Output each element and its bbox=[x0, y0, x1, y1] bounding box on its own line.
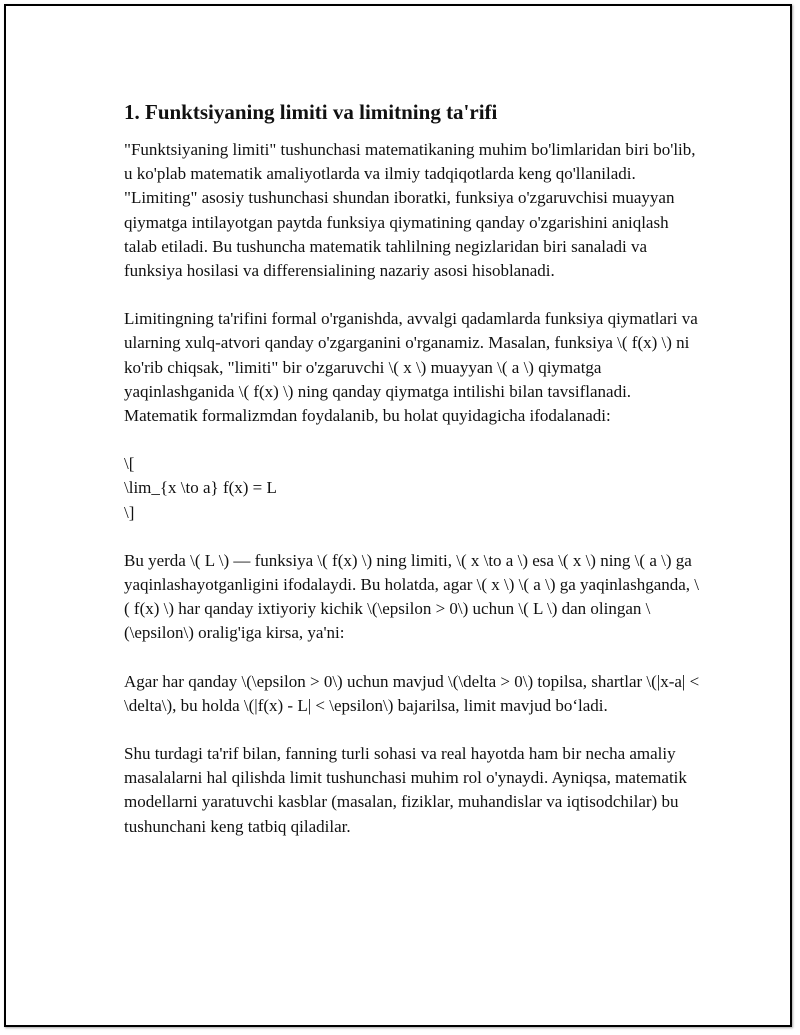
formula-line-open: \[ bbox=[124, 454, 135, 474]
paragraph-formal-definition: Limitingning ta'rifini formal o'rganishda, avvalgi qadamlarda funksiya qiymatlari va ularning xulq-atvori qanday o'zgarganini o'rganamiz. Masalan, funksiya \( f(x) \) ni ko'rib chiqsak, "limiti" bir o'zgaruvchi \( x \) muayyan \( a \) qiymatga yaqinlashganida \( f(x) \) ning qanday qiymatga intilishi bilan tavsiflanadi. Matematik formalizmdan foydalanib, bu holat quyidagicha ifodalanadi: bbox=[124, 309, 698, 426]
paragraph-epsilon-delta: Agar har qanday \(\epsilon > 0\) uchun mavjud \(\delta > 0\) topilsa, shartlar \(|x-a| < \delta\), bu holda \(|f(x) - L| < \epsilon\) bajarilsa, limit mavjud bo‘ladi. bbox=[124, 671, 700, 715]
formula-line-close: \] bbox=[124, 502, 135, 522]
document-page bbox=[4, 4, 792, 1027]
paragraph-applications: Shu turdagi ta'rif bilan, fanning turli sohasi va real hayotda ham bir necha amaliy masalalarni hal qilishda limit tushunchasi muhim rol o'ynaydi. Ayniqsa, matematik modellarni yaratuvchi kasblar (masalan, fiziklar, muhandislar va iqtisodchilar) bu tushunchani keng tatbiq qiladilar. bbox=[124, 744, 687, 836]
limit-formula bbox=[124, 452, 704, 525]
paragraph-intro: "Funktsiyaning limiti" tushunchasi matematikaning muhim bo'limlaridan biri bo'lib, u ko'plab matematik amaliyotlarda va ilmiy tadqiqotlarda keng qo'llaniladi. "Limiting" asosiy tushunchasi shundan iboratki, funksiya o'zgaruvchisi muayyan qiymatga intilayotgan paytda funksiya qiymatining qanday o'zgarishini aniqlash talab etiladi. Bu tushuncha matematik tahlilning negizlaridan biri sanaladi va funksiya hosilasi va differensialining nazariy asosi hisoblanadi. bbox=[124, 140, 696, 281]
document-body bbox=[124, 98, 704, 863]
paragraph-explanation: Bu yerda \( L \) — funksiya \( f(x) \) ning limiti, \( x \to a \) esa \( x \) ning \( a \) ga yaqinlashayotganligini ifodalaydi. Bu holatda, agar \( x \) \( a \) ga yaqinlashganda, \( f(x) \) har qanday ixtiyoriy kichik \(\epsilon > 0\) uchun \( L \) dan olingan \(\epsilon\) oralig'iga kirsa, ya'ni: bbox=[124, 550, 700, 643]
formula-line-expression: \lim_{x \to a} f(x) = L bbox=[124, 478, 277, 498]
section-heading: 1. Funktsiyaning limiti va limitning ta'rifi bbox=[124, 100, 498, 124]
